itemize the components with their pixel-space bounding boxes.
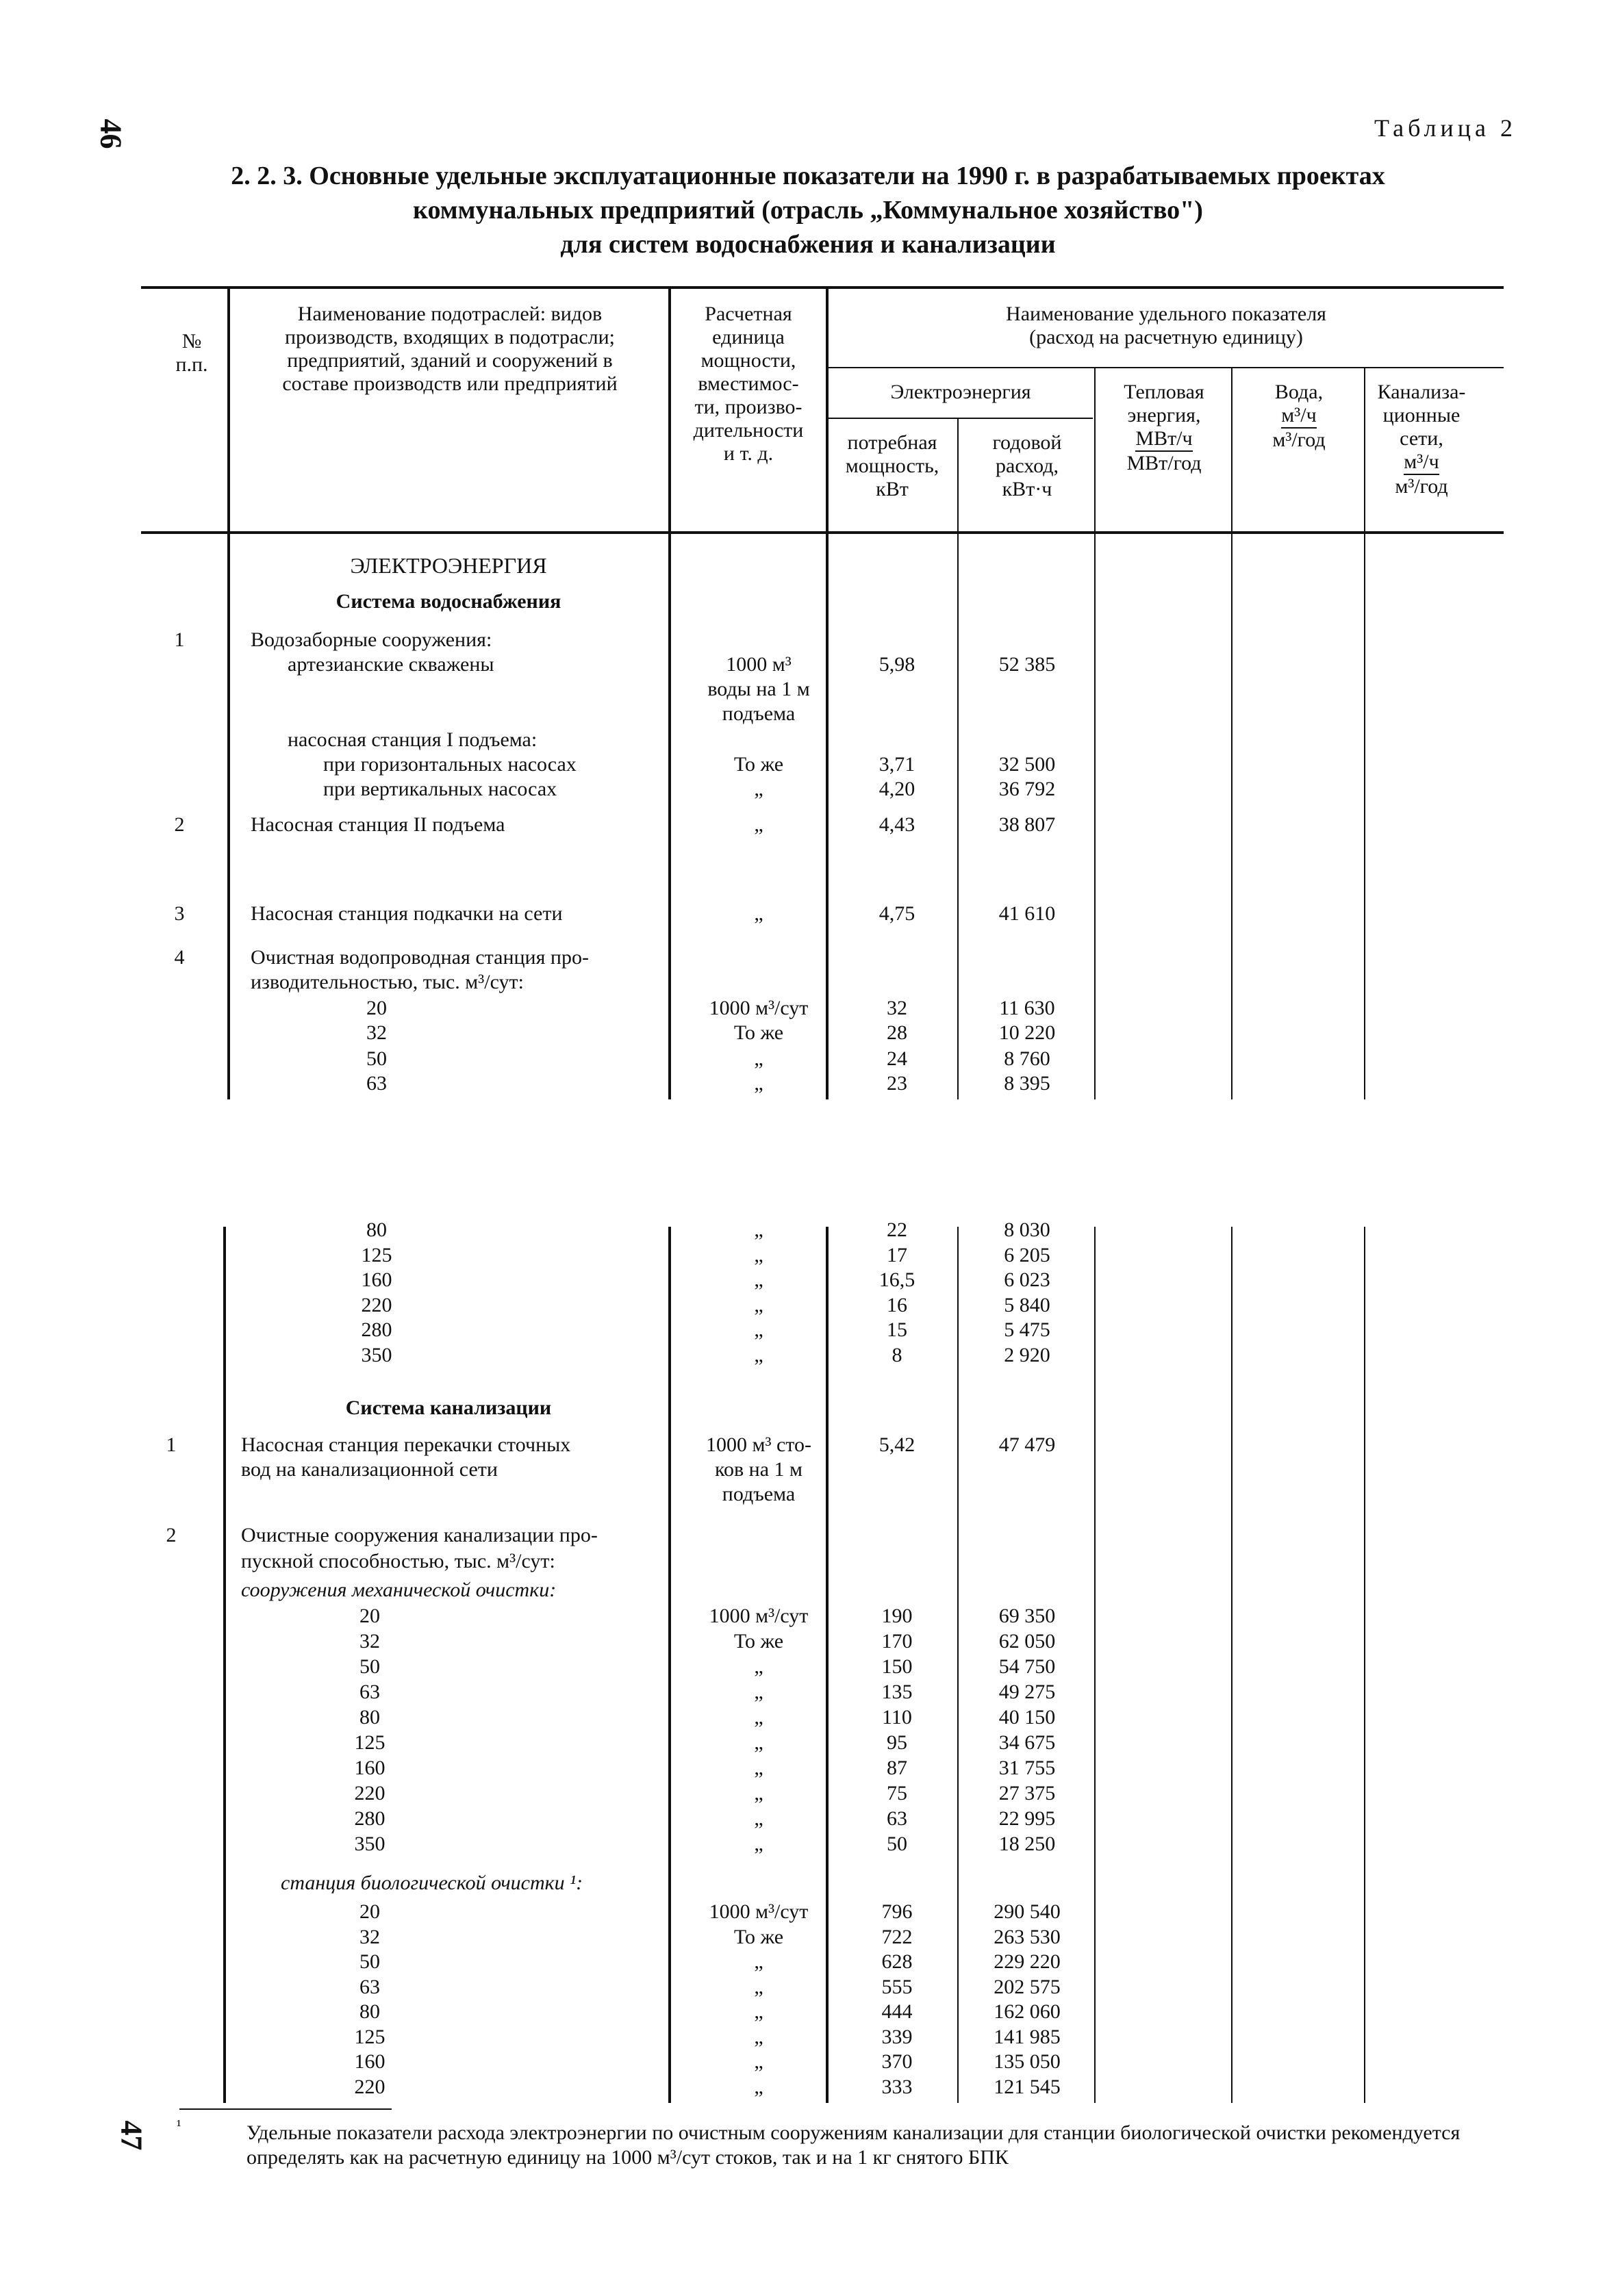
row-annual: 229 220 — [994, 1950, 1061, 1973]
row-unit: „ — [754, 1681, 763, 1703]
row-name: изводительностью, тыс. м³/сут: — [251, 971, 524, 993]
row-unit: „ — [754, 1655, 763, 1678]
row-power: 23 — [887, 1072, 907, 1095]
row-annual: 6 205 — [1004, 1243, 1050, 1266]
header-sewer — [1367, 381, 1476, 498]
row-unit: „ — [754, 1731, 763, 1754]
row-power: 796 — [881, 1900, 913, 1923]
page-number-top: 46 — [94, 118, 128, 149]
row-name: вод на канализационной сети — [241, 1458, 498, 1481]
row-name: 20 — [366, 997, 387, 1019]
footnote-text: Удельные показатели расхода электроэнергии по очистным сооружениям канализации для станции биологической очистки рекомендуется определять как на расчетную единицу на 1000 м³/сут стоков, так и на 1 кг снятого БПК — [247, 2121, 1461, 2169]
row-power: 722 — [881, 1925, 913, 1948]
row-power: 17 — [887, 1243, 907, 1266]
row-power: 4,75 — [878, 902, 915, 925]
footnote-rule — [179, 2108, 392, 2110]
row-name: 220 — [361, 1293, 392, 1316]
row-unit: „ — [754, 1807, 763, 1830]
header-text: м³/год — [1272, 429, 1326, 451]
header-divider — [1364, 367, 1365, 531]
row-power: 170 — [881, 1630, 913, 1653]
header-subrule — [826, 418, 1093, 419]
header-text: Вода, — [1274, 381, 1324, 403]
row-unit: „ — [754, 778, 763, 800]
row-name: артезианские скважены — [288, 653, 494, 676]
row-name: 350 — [361, 1343, 392, 1366]
row-power: 3,71 — [878, 753, 915, 776]
row-power: 75 — [887, 1782, 907, 1804]
table-title — [137, 159, 1479, 262]
row-name: 220 — [354, 1782, 385, 1804]
row-power: 24 — [887, 1047, 907, 1070]
row-name: 80 — [359, 2000, 380, 2023]
row-annual: 5 475 — [1004, 1318, 1050, 1341]
header-text: сети, — [1400, 427, 1443, 450]
header-text: Наименование подотраслей: видов — [297, 303, 603, 325]
row-annual: 18 250 — [998, 1833, 1056, 1855]
row-unit: „ — [754, 1072, 763, 1095]
row-unit: „ — [754, 2075, 763, 2098]
row-unit: 1000 м³/сут — [709, 1900, 809, 1923]
row-unit: „ — [754, 1975, 763, 1998]
column-rule — [668, 1227, 671, 2103]
row-unit: „ — [754, 1293, 763, 1316]
table-top-rule — [141, 286, 1504, 289]
row-name: 32 — [359, 1630, 380, 1653]
row-name: 125 — [354, 1731, 385, 1754]
column-rule — [1364, 1227, 1365, 2103]
row-unit: подъема — [722, 1483, 796, 1505]
row-name: 63 — [359, 1681, 380, 1703]
row-unit: „ — [754, 1757, 763, 1779]
row-unit: „ — [754, 1268, 763, 1291]
header-text: составе производств или предприятий — [282, 372, 618, 395]
row-annual: 162 060 — [994, 2000, 1061, 2023]
header-name — [233, 303, 667, 396]
row-name: пускной способностью, тыс. м³/сут: — [241, 1550, 555, 1572]
row-name: 80 — [359, 1706, 380, 1729]
header-electro-power — [826, 431, 959, 501]
section-heading: Система канализации — [345, 1396, 552, 1419]
row-power: 63 — [887, 1807, 907, 1830]
row-annual: 41 610 — [998, 902, 1056, 925]
header-text: кВт — [876, 478, 909, 500]
row-name: 280 — [361, 1318, 392, 1341]
row-unit: 1000 м³ сто- — [706, 1433, 811, 1456]
row-power: 370 — [881, 2050, 913, 2073]
row-unit: „ — [754, 1706, 763, 1729]
row-annual: 69 350 — [998, 1605, 1056, 1627]
title-line: для систем водоснабжения и канализации — [560, 230, 1056, 259]
row-annual: 38 807 — [998, 813, 1056, 836]
header-text: производств, входящих в подотрасли; — [285, 326, 615, 348]
row-unit: „ — [754, 1833, 763, 1855]
row-annual: 54 750 — [998, 1655, 1056, 1678]
row-number: 4 — [174, 946, 185, 969]
row-name: Очистная водопроводная станция про- — [251, 946, 589, 969]
header-text: предприятий, зданий и сооружений в — [287, 349, 613, 372]
header-text: м³/год — [1395, 475, 1448, 498]
row-power: 110 — [882, 1706, 912, 1729]
row-power: 333 — [881, 2075, 913, 2098]
row-power: 339 — [881, 2025, 913, 2048]
header-heat — [1097, 381, 1231, 475]
header-text: кВт·ч — [1002, 478, 1052, 500]
row-unit: 1000 м³ — [726, 653, 792, 676]
row-name: 20 — [359, 1605, 380, 1627]
header-text: ти, произво- — [694, 396, 802, 418]
header-text: МВт/год — [1126, 452, 1202, 474]
row-name: 50 — [359, 1950, 380, 1973]
row-name: 125 — [361, 1243, 392, 1266]
header-text: расход, — [996, 455, 1059, 477]
header-text: годовой — [992, 431, 1062, 454]
row-annual: 62 050 — [998, 1630, 1056, 1653]
row-name: 160 — [354, 2050, 385, 2073]
column-rule — [227, 533, 230, 1099]
header-text: м³/ч — [1281, 404, 1316, 429]
row-annual: 8 030 — [1004, 1219, 1050, 1241]
row-unit: ков на 1 м — [714, 1458, 803, 1481]
row-number: 3 — [174, 902, 185, 925]
row-annual: 121 545 — [994, 2075, 1061, 2098]
row-unit: То же — [733, 1630, 784, 1653]
row-annual: 8 760 — [1004, 1047, 1050, 1070]
section-heading: станция биологической очистки ¹: — [281, 1872, 583, 1894]
header-text: МВт/ч — [1135, 427, 1192, 452]
row-annual: 34 675 — [998, 1731, 1056, 1754]
row-annual: 290 540 — [994, 1900, 1061, 1923]
row-name: 220 — [354, 2075, 385, 2098]
row-power: 5,42 — [878, 1433, 915, 1456]
row-power: 4,20 — [878, 778, 915, 800]
column-rule — [223, 1227, 226, 2103]
row-annual: 22 995 — [998, 1807, 1056, 1830]
column-rule — [668, 533, 671, 1099]
row-power: 444 — [881, 2000, 913, 2023]
row-name: 80 — [366, 1219, 387, 1241]
row-power: 5,98 — [878, 653, 915, 676]
row-name: 63 — [359, 1975, 380, 1998]
row-number: 2 — [174, 813, 185, 836]
row-annual: 202 575 — [994, 1975, 1061, 1998]
row-unit: „ — [754, 1243, 763, 1266]
row-annual: 11 630 — [999, 997, 1055, 1019]
row-power: 22 — [887, 1219, 907, 1241]
page-number-bottom: 47 — [114, 2120, 149, 2151]
row-name: 160 — [354, 1757, 385, 1779]
row-unit: „ — [754, 1219, 763, 1241]
row-annual: 36 792 — [998, 778, 1056, 800]
row-power: 8 — [892, 1343, 902, 1366]
header-text: м³/ч — [1404, 450, 1439, 475]
row-unit: То же — [733, 753, 784, 776]
header-text: и т. д. — [723, 442, 774, 465]
row-annual: 31 755 — [998, 1757, 1056, 1779]
row-annual: 8 395 — [1004, 1072, 1050, 1095]
row-unit: „ — [754, 1950, 763, 1973]
header-text: Канализа- — [1377, 381, 1466, 403]
row-name: Водозаборные сооружения: — [251, 628, 492, 651]
header-text: единица — [712, 326, 785, 348]
header-num — [157, 330, 226, 377]
header-electro-year — [960, 431, 1094, 501]
header-text: Тепловая — [1124, 381, 1204, 403]
row-unit: „ — [754, 902, 763, 925]
row-unit: „ — [754, 2025, 763, 2048]
row-unit: То же — [733, 1925, 784, 1948]
row-unit: „ — [754, 2050, 763, 2073]
row-unit: „ — [754, 813, 763, 836]
section-heading: ЭЛЕКТРОЭНЕРГИЯ — [350, 553, 547, 578]
row-annual: 49 275 — [998, 1681, 1056, 1703]
row-annual: 135 050 — [994, 2050, 1061, 2073]
row-name: при вертикальных насосах — [323, 778, 557, 800]
header-divider — [227, 288, 230, 533]
row-name: Очистные сооружения канализации про- — [241, 1524, 598, 1546]
row-name: при горизонтальных насосах — [323, 753, 577, 776]
row-annual: 263 530 — [994, 1925, 1061, 1948]
column-rule — [1231, 1227, 1233, 2103]
row-name: Насосная станция II подъема — [251, 813, 505, 836]
column-rule — [1364, 533, 1365, 1099]
header-subrule — [826, 367, 1504, 368]
header-text: п.п. — [175, 353, 208, 376]
header-group-title — [829, 303, 1504, 349]
section-heading: сооружения механической очистки: — [241, 1579, 557, 1601]
header-text: Наименование удельного показателя — [1006, 303, 1326, 325]
header-text: вместимос- — [698, 372, 799, 395]
row-name: 125 — [354, 2025, 385, 2048]
row-unit: воды на 1 м — [707, 678, 810, 700]
title-line: коммунальных предприятий (отрасль „Коммунальное хозяйство") — [413, 196, 1203, 225]
header-bottom-rule — [141, 531, 1504, 534]
header-text: дительности — [693, 419, 804, 442]
row-power: 15 — [887, 1318, 907, 1341]
row-annual: 10 220 — [998, 1021, 1056, 1044]
header-text: мощность, — [845, 455, 939, 477]
row-power: 16 — [887, 1293, 907, 1316]
section-heading: Система водоснабжения — [336, 590, 561, 613]
row-power: 4,43 — [878, 813, 915, 836]
row-power: 87 — [887, 1757, 907, 1779]
row-number: 1 — [174, 628, 185, 651]
row-unit: „ — [754, 1343, 763, 1366]
header-divider — [1231, 367, 1233, 531]
row-power: 190 — [881, 1605, 913, 1627]
table-label: Таблица 2 — [1374, 114, 1517, 142]
row-unit: „ — [754, 1782, 763, 1804]
row-name: 280 — [354, 1807, 385, 1830]
header-text: ционные — [1382, 404, 1461, 426]
header-water — [1234, 381, 1364, 452]
row-name: 20 — [359, 1900, 380, 1923]
header-text: Расчетная — [705, 303, 792, 325]
row-unit: подъема — [722, 702, 796, 725]
row-name: 160 — [361, 1268, 392, 1291]
header-unit — [671, 303, 826, 465]
column-rule — [1231, 533, 1233, 1099]
footnote-mark: ¹ — [177, 2117, 181, 2134]
header-text: потребная — [847, 431, 937, 454]
row-power: 32 — [887, 997, 907, 1019]
row-annual: 40 150 — [998, 1706, 1056, 1729]
row-name: насосная станция I подъема: — [288, 728, 538, 751]
row-power: 28 — [887, 1021, 907, 1044]
row-number: 1 — [166, 1433, 177, 1456]
row-name: Насосная станция подкачки на сети — [251, 902, 563, 925]
header-text: мощности, — [700, 349, 796, 372]
row-power: 16,5 — [878, 1268, 915, 1291]
row-power: 95 — [887, 1731, 907, 1754]
row-unit: „ — [754, 1047, 763, 1070]
row-name: 50 — [366, 1047, 387, 1070]
row-annual: 141 985 — [994, 2025, 1061, 2048]
header-electro: Электроэнергия — [890, 381, 1031, 403]
row-name: 32 — [359, 1925, 380, 1948]
header-text: (расход на расчетную единицу) — [1029, 326, 1303, 348]
row-power: 150 — [881, 1655, 913, 1678]
row-annual: 47 479 — [998, 1433, 1056, 1456]
header-text: № — [181, 330, 202, 353]
row-name: 350 — [354, 1833, 385, 1855]
row-power: 628 — [881, 1950, 913, 1973]
header-text: энергия, — [1127, 404, 1201, 426]
row-name: 32 — [366, 1021, 387, 1044]
row-name: 63 — [366, 1072, 387, 1095]
header-divider — [1094, 367, 1096, 531]
row-power: 135 — [881, 1681, 913, 1703]
row-annual: 27 375 — [998, 1782, 1056, 1804]
row-annual: 52 385 — [998, 653, 1056, 676]
row-annual: 32 500 — [998, 753, 1056, 776]
row-annual: 6 023 — [1004, 1268, 1050, 1291]
row-name: 50 — [359, 1655, 380, 1678]
row-power: 555 — [881, 1975, 913, 1998]
row-power: 50 — [887, 1833, 907, 1855]
row-unit: 1000 м³/сут — [709, 1605, 809, 1627]
row-name: Насосная станция перекачки сточных — [241, 1433, 571, 1456]
row-annual: 5 840 — [1004, 1293, 1050, 1316]
row-annual: 2 920 — [1004, 1343, 1050, 1366]
title-line: 2. 2. 3. Основные удельные эксплуатационные показатели на 1990 г. в разрабатываемых проектах — [231, 162, 1385, 190]
row-number: 2 — [166, 1524, 177, 1546]
row-unit: 1000 м³/сут — [709, 997, 809, 1019]
row-unit: То же — [733, 1021, 784, 1044]
row-unit: „ — [754, 1318, 763, 1341]
row-unit: „ — [754, 2000, 763, 2023]
